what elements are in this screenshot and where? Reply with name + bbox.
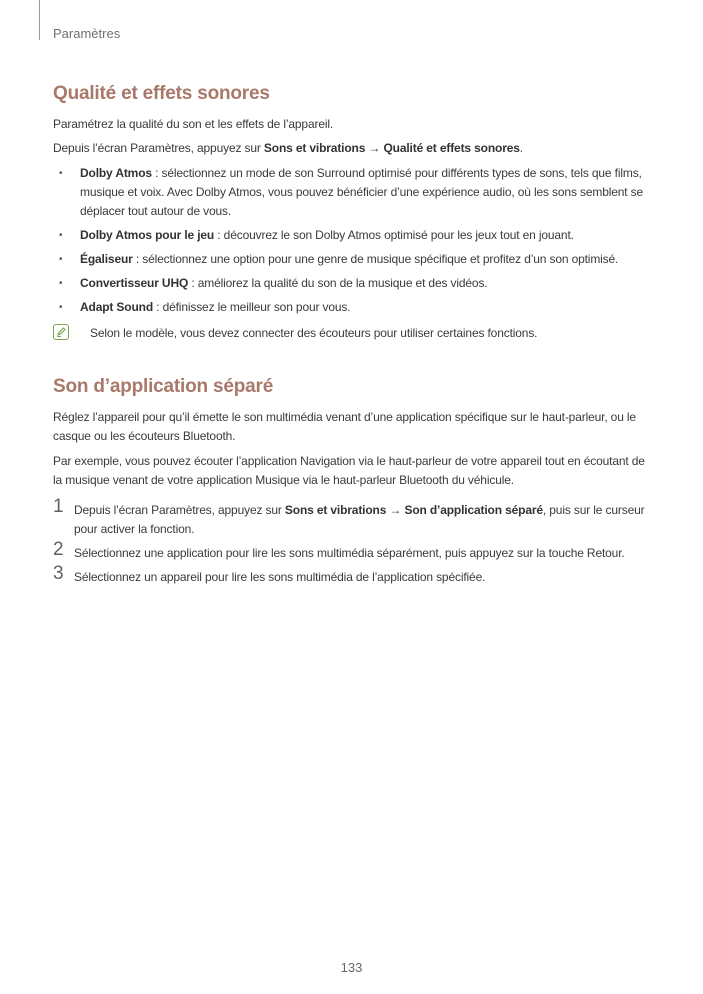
running-header: Paramètres <box>53 26 121 41</box>
feature-term: Convertisseur UHQ <box>80 276 189 290</box>
section-title-separate-app-sound: Son d’application séparé <box>53 376 274 397</box>
list-item <box>53 226 653 245</box>
step-text: Sélectionnez une application pour lire les sons multimédia séparément, puis appuyez sur la touche Retour. <box>74 546 625 560</box>
margin-rule <box>39 0 40 40</box>
section-title-sound-quality: Qualité et effets sonores <box>53 83 270 104</box>
path-menu-sounds: Sons et vibrations <box>263 141 366 155</box>
section2-para1: Réglez l’appareil pour qu’il émette le son multimédia venant d’une application spécifique sur le haut-parleur, ou le casque ou les écouteurs Bluetooth. <box>53 410 636 443</box>
step-menu-sounds: Sons et vibrations <box>284 503 387 517</box>
feature-desc: : découvrez le son Dolby Atmos optimisé pour les jeux tout en jouant. <box>214 228 574 242</box>
feature-list <box>53 164 653 322</box>
feature-term: Adapt Sound <box>80 300 154 314</box>
feature-term: Dolby Atmos <box>80 166 152 180</box>
step-prefix: Depuis l’écran Paramètres, appuyez sur <box>74 503 285 517</box>
section1-path <box>53 139 650 158</box>
feature-desc: : sélectionnez une option pour une genre de musique spécifique et profitez d’un son optimisé. <box>132 252 619 266</box>
path-suffix: . <box>519 141 523 155</box>
step-item <box>53 496 653 539</box>
list-item <box>53 298 653 317</box>
step-item <box>53 539 653 563</box>
feature-term: Égaliseur <box>80 252 133 266</box>
step-number: 2 <box>53 539 64 560</box>
step-suffix: , puis sur le curseur pour activer la fonction. <box>74 503 645 536</box>
feature-desc: : améliorez la qualité du son de la musique et des vidéos. <box>188 276 488 290</box>
section1-intro: Paramétrez la qualité du son et les effets de l’appareil. <box>53 117 334 131</box>
step-item <box>53 563 653 587</box>
feature-desc: : sélectionnez un mode de son Surround optimisé pour différents types de sons, tels que films, musique et voix. Avec Dolby Atmos, vous pouvez bénéficier d’une expérience audio, où les sons semblent se déplacer tout autour de vous. <box>80 166 644 218</box>
list-item <box>53 274 653 293</box>
path-menu-quality: Qualité et effets sonores <box>383 141 520 155</box>
note-pencil-icon <box>53 324 69 340</box>
step-menu-separate: Son d’application séparé <box>404 503 543 517</box>
list-item <box>53 250 653 269</box>
feature-term: Dolby Atmos pour le jeu <box>80 228 215 242</box>
step-arrow: → <box>386 503 405 517</box>
feature-desc: : définissez le meilleur son pour vous. <box>153 300 351 314</box>
page-number: 133 <box>340 960 363 975</box>
step-number: 1 <box>53 496 64 517</box>
step-number: 3 <box>53 563 64 584</box>
step-text: Sélectionnez un appareil pour lire les sons multimédia de l’application spécifiée. <box>74 570 486 584</box>
path-prefix: Depuis l’écran Paramètres, appuyez sur <box>53 141 264 155</box>
path-arrow: → <box>365 141 384 155</box>
note-text: Selon le modèle, vous devez connecter des écouteurs pour utiliser certaines fonctions. <box>90 326 538 340</box>
steps-list <box>53 496 653 592</box>
section2-para2: Par exemple, vous pouvez écouter l’application Navigation via le haut-parleur de votre appareil tout en écoutant de la musique venant de votre application Musique via le haut-parleur Bluetooth du véhicule. <box>53 454 645 487</box>
list-item <box>53 164 653 221</box>
